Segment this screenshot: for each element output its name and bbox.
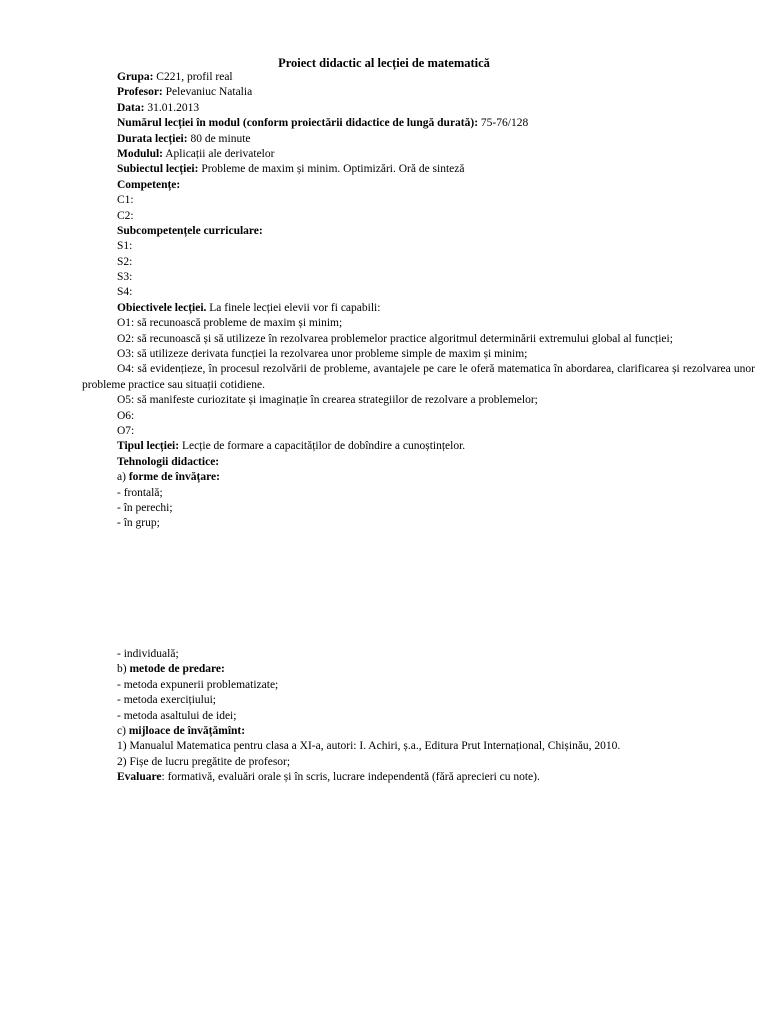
metode-label: metode de predare:	[129, 663, 225, 676]
profesor-line	[117, 85, 757, 100]
tipul-value: Lecție de formare a capacităților de dobîndire a cunoștințelor.	[179, 440, 466, 453]
data-label: Data:	[117, 101, 145, 114]
metode-heading	[117, 662, 757, 677]
obiectiv-item: O2: să recunoască și să utilizeze în rezolvarea problemelor practice algoritmul determinării extremului global al funcției;	[117, 332, 673, 345]
metoda-item: - metoda expunerii problematizate;	[117, 678, 279, 691]
subiectul-line	[117, 162, 757, 177]
forma-item: - în perechi;	[117, 501, 173, 514]
numarul-value: 75-76/128	[478, 117, 529, 130]
modulul-line	[117, 147, 757, 162]
durata-label: Durata lecției:	[117, 132, 188, 145]
subiectul-value: Probleme de maxim și minim. Optimizări. Oră de sinteză	[198, 163, 465, 176]
metoda-item: - metoda exercițiului;	[117, 694, 216, 707]
lesson-info-block	[82, 70, 757, 532]
profesor-label: Profesor:	[117, 86, 163, 99]
numarul-label: Numărul lecției în modul (conform proiectării didactice de lungă durată):	[117, 117, 479, 130]
obiectiv-item: O1: să recunoască probleme de maxim și minim;	[117, 317, 343, 330]
competenta-item: C2:	[117, 209, 134, 222]
subcompetente-heading: Subcompetențele curriculare:	[117, 224, 263, 237]
grupa-line	[117, 70, 757, 85]
obiective-intro: La finele lecției elevii vor fi capabili:	[206, 301, 381, 314]
metode-prefix: b)	[117, 663, 130, 676]
forme-label: forme de învățare:	[128, 471, 220, 484]
competente-heading: Competențe:	[117, 178, 181, 191]
forma-item: - în grup;	[117, 517, 160, 530]
profesor-value: Pelevaniuc Natalia	[162, 86, 253, 99]
obiective-label: Obiectivele lecției.	[117, 301, 207, 314]
mijloace-heading	[117, 724, 757, 739]
subcompetenta-item: S3:	[117, 271, 133, 284]
obiectiv-item: O4: să evidențieze, în procesul rezolvării de probleme, avantajele pe care le oferă matematica în abordarea, clarificarea și rezolvarea unor probleme practice sau situații cotidiene.	[82, 363, 755, 391]
forme-prefix: a)	[117, 471, 129, 484]
forma-item: - frontală;	[117, 486, 163, 499]
modulul-value: Aplicații ale derivatelor	[163, 147, 275, 160]
metoda-item: - metoda asaltului de idei;	[117, 709, 237, 722]
durata-line	[117, 132, 757, 147]
mijloace-label: mijloace de învățămînt:	[128, 724, 246, 737]
obiectiv-item: O6:	[117, 409, 135, 422]
obiectiv-item: O5: să manifeste curiozitate și imaginație în crearea strategiilor de rezolvare a problemelor;	[117, 394, 538, 407]
evaluare-value: : formativă, evaluări orale și în scris, lucrare independentă (fără aprecieri cu note).	[161, 771, 540, 784]
data-value: 31.01.2013	[144, 101, 200, 114]
subcompetenta-item: S1:	[117, 240, 133, 253]
subcompetenta-item: S4:	[117, 286, 133, 299]
mijloc-item: 2) Fișe de lucru pregătite de profesor;	[117, 755, 291, 768]
forme-heading	[117, 470, 757, 485]
page-title: Proiect didactic al lecției de matematică	[278, 56, 490, 70]
subiectul-label: Subiectul lecției:	[117, 163, 199, 176]
modulul-label: Modulul:	[117, 147, 164, 160]
evaluare-label: Evaluare	[117, 771, 162, 784]
durata-value: 80 de minute	[187, 132, 251, 145]
mijloc-item: 1) Manualul Matematica pentru clasa a XI-a, autori: I. Achiri, ș.a., Editura Prut Internațional, Chișinău, 2010.	[117, 740, 621, 753]
lesson-methods-block	[117, 647, 757, 786]
tipul-line	[117, 439, 757, 454]
competenta-item: C1:	[117, 194, 134, 207]
data-line	[117, 101, 757, 116]
obiective-line	[117, 301, 757, 316]
mijloace-prefix: c)	[117, 724, 129, 737]
obiectiv-item: O7:	[117, 425, 135, 438]
subcompetenta-item: S2:	[117, 255, 133, 268]
forma-item: - individuală;	[117, 648, 179, 660]
grupa-value: C221, profil real	[153, 71, 233, 83]
tipul-label: Tipul lecției:	[117, 440, 180, 453]
obiectiv-item: O3: să utilizeze derivata funcției la rezolvarea unor probleme simple de maxim și minim;	[117, 348, 528, 361]
numarul-line	[117, 116, 757, 131]
grupa-label: Grupa:	[117, 71, 154, 83]
tehnologii-heading: Tehnologii didactice:	[117, 455, 220, 468]
evaluare-line	[117, 770, 757, 785]
